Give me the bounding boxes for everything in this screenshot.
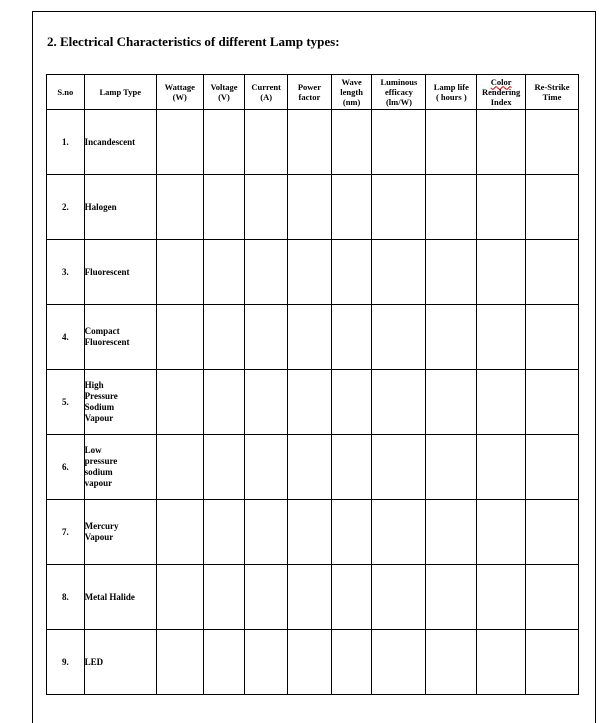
header-lamp-life: Lamp life ( hours ) — [426, 75, 477, 110]
row-number: 1. — [47, 110, 85, 175]
table-row — [47, 435, 579, 500]
table-cell[interactable] — [245, 110, 288, 175]
table-cell[interactable] — [477, 630, 526, 695]
table-cell[interactable] — [426, 110, 477, 175]
table-cell[interactable] — [245, 305, 288, 370]
row-number: 8. — [47, 565, 85, 630]
table-cell[interactable] — [331, 175, 372, 240]
table-row — [47, 305, 579, 370]
table-row — [47, 175, 579, 240]
table-cell[interactable] — [477, 240, 526, 305]
table-cell[interactable] — [288, 240, 332, 305]
header-wave-length: Wave length (nm) — [331, 75, 372, 110]
lamp-type-cell: Incandescent — [84, 110, 156, 175]
table-cell[interactable] — [156, 435, 203, 500]
table-cell[interactable] — [245, 175, 288, 240]
table-cell[interactable] — [203, 175, 245, 240]
table-cell[interactable] — [477, 370, 526, 435]
table-row — [47, 565, 579, 630]
table-cell[interactable] — [372, 305, 426, 370]
table-cell[interactable] — [331, 240, 372, 305]
header-lamp-type: Lamp Type — [84, 75, 156, 110]
table-cell[interactable] — [288, 175, 332, 240]
table-cell[interactable] — [288, 565, 332, 630]
table-cell[interactable] — [526, 370, 579, 435]
header-row — [47, 75, 579, 110]
table-cell[interactable] — [372, 240, 426, 305]
section-heading: 2. Electrical Characteristics of different Lamp types: — [47, 34, 340, 49]
table-cell[interactable] — [477, 305, 526, 370]
table-cell[interactable] — [203, 370, 245, 435]
table-cell[interactable] — [331, 565, 372, 630]
table-cell[interactable] — [245, 240, 288, 305]
table-cell[interactable] — [331, 435, 372, 500]
lamp-characteristics-table — [46, 74, 579, 695]
table-cell[interactable] — [426, 500, 477, 565]
table-cell[interactable] — [426, 305, 477, 370]
row-number: 9. — [47, 630, 85, 695]
header-wattage: Wattage (W) — [156, 75, 203, 110]
table-cell[interactable] — [526, 435, 579, 500]
table-cell[interactable] — [156, 565, 203, 630]
header-voltage: Voltage (V) — [203, 75, 245, 110]
row-number: 5. — [47, 370, 85, 435]
table-cell[interactable] — [245, 370, 288, 435]
lamp-type-cell: Fluorescent — [84, 240, 156, 305]
table-cell[interactable] — [477, 565, 526, 630]
table-cell[interactable] — [245, 500, 288, 565]
header-re-strike-time: Re-Strike Time — [526, 75, 579, 110]
table-cell[interactable] — [156, 370, 203, 435]
table-cell[interactable] — [156, 305, 203, 370]
lamp-type-cell: Metal Halide — [84, 565, 156, 630]
table-cell[interactable] — [477, 175, 526, 240]
row-number: 6. — [47, 435, 85, 500]
table-cell[interactable] — [156, 500, 203, 565]
row-number: 3. — [47, 240, 85, 305]
table-cell[interactable] — [526, 175, 579, 240]
lamp-type-cell: Halogen — [84, 175, 156, 240]
header-color-rendering-index: Color Rendering Index — [477, 75, 526, 110]
table-cell[interactable] — [477, 500, 526, 565]
spellcheck-underline: Color — [490, 76, 512, 87]
table-cell[interactable] — [245, 630, 288, 695]
table-cell[interactable] — [156, 630, 203, 695]
table-cell[interactable] — [331, 110, 372, 175]
header-power-factor: Power factor — [288, 75, 332, 110]
header-current: Current (A) — [245, 75, 288, 110]
table-cell[interactable] — [331, 630, 372, 695]
table-cell[interactable] — [203, 110, 245, 175]
table-cell[interactable] — [372, 500, 426, 565]
table-row — [47, 630, 579, 695]
table-cell[interactable] — [203, 565, 245, 630]
table-cell[interactable] — [526, 240, 579, 305]
table-cell[interactable] — [426, 175, 477, 240]
table-row — [47, 500, 579, 565]
table-cell[interactable] — [372, 630, 426, 695]
table-cell[interactable] — [372, 435, 426, 500]
table-cell[interactable] — [372, 175, 426, 240]
table-cell[interactable] — [245, 435, 288, 500]
table-cell[interactable] — [426, 565, 477, 630]
table-cell[interactable] — [372, 565, 426, 630]
header-luminous-efficacy: Luminous efficacy (lm/W) — [372, 75, 426, 110]
table-cell[interactable] — [288, 435, 332, 500]
table-row — [47, 110, 579, 175]
lamp-type-cell: Low pressure sodium vapour — [84, 435, 156, 500]
table-cell[interactable] — [526, 565, 579, 630]
table-cell[interactable] — [426, 435, 477, 500]
table-cell[interactable] — [372, 370, 426, 435]
table-cell[interactable] — [203, 630, 245, 695]
table-cell[interactable] — [331, 305, 372, 370]
table-row — [47, 240, 579, 305]
table-cell[interactable] — [331, 500, 372, 565]
row-number: 4. — [47, 305, 85, 370]
lamp-type-cell: Mercury Vapour — [84, 500, 156, 565]
table-cell[interactable] — [477, 110, 526, 175]
table-cell[interactable] — [245, 565, 288, 630]
table-cell[interactable] — [426, 370, 477, 435]
table-cell[interactable] — [288, 110, 332, 175]
table-cell[interactable] — [203, 240, 245, 305]
table-cell[interactable] — [288, 630, 332, 695]
table-cell[interactable] — [203, 305, 245, 370]
table-row — [47, 370, 579, 435]
table-cell[interactable] — [526, 110, 579, 175]
table-cell[interactable] — [372, 110, 426, 175]
table-cell[interactable] — [156, 240, 203, 305]
table-cell[interactable] — [288, 500, 332, 565]
table-cell[interactable] — [203, 500, 245, 565]
table-cell[interactable] — [526, 500, 579, 565]
lamp-type-cell: High Pressure Sodium Vapour — [84, 370, 156, 435]
table-cell[interactable] — [477, 435, 526, 500]
table-cell[interactable] — [156, 175, 203, 240]
row-number: 2. — [47, 175, 85, 240]
table-cell[interactable] — [288, 370, 332, 435]
table-cell[interactable] — [526, 630, 579, 695]
lamp-type-cell: LED — [84, 630, 156, 695]
table-cell[interactable] — [526, 305, 579, 370]
table-cell[interactable] — [288, 305, 332, 370]
header-sno: S.no — [47, 75, 85, 110]
table-cell[interactable] — [331, 370, 372, 435]
table-cell[interactable] — [156, 110, 203, 175]
lamp-type-cell: Compact Fluorescent — [84, 305, 156, 370]
row-number: 7. — [47, 500, 85, 565]
table-cell[interactable] — [426, 240, 477, 305]
table-cell[interactable] — [203, 435, 245, 500]
table-cell[interactable] — [426, 630, 477, 695]
